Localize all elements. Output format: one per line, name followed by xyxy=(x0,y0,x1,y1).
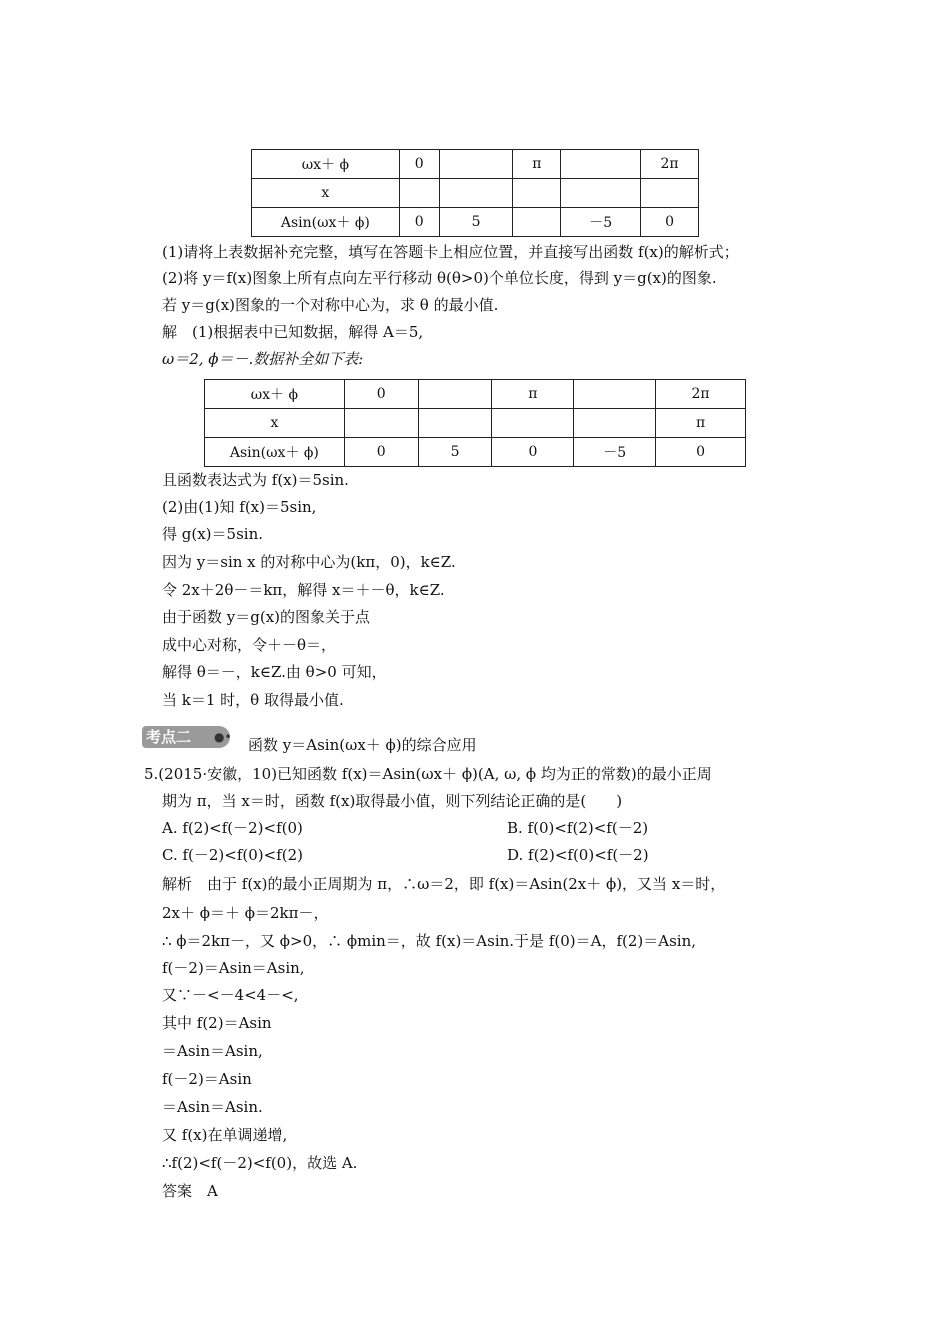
table-row xyxy=(205,438,746,467)
table-cell: ωx＋ ϕ xyxy=(205,380,345,409)
table-cell: 5 xyxy=(418,438,492,467)
table-row xyxy=(205,380,746,409)
data-table-2 xyxy=(204,379,746,467)
solution-line: 成中心对称，令＋－θ＝， xyxy=(162,636,337,654)
analysis-line: 解析 由于 f(x)的最小正周期为 π，∴ω＝2，即 f(x)＝Asin(2x＋ ϕ)，又当 x＝时， xyxy=(162,875,726,893)
table-cell: 2π xyxy=(641,150,699,179)
solution-line: 因为 y＝sin x 的对称中心为(kπ，0)，k∈Z. xyxy=(162,553,456,571)
table-row xyxy=(205,409,746,438)
table-cell: 0 xyxy=(641,208,699,237)
problem-part-1: (1)请将上表数据补充完整，填写在答题卡上相应位置，并直接写出函数 f(x)的解析式； xyxy=(162,243,739,261)
analysis-line: f(－2)＝Asin xyxy=(162,1070,252,1088)
table-row xyxy=(252,208,699,237)
analysis-line: ∴f(2)<f(－2)<f(0)，故选 A. xyxy=(162,1154,358,1172)
table-cell: 2π xyxy=(656,380,746,409)
analysis-line: f(－2)＝Asin＝Asin, xyxy=(162,959,305,977)
table-cell: π xyxy=(492,380,574,409)
solution-line: 令 2x＋2θ－＝kπ，解得 x＝＋－θ，k∈Z. xyxy=(162,581,445,599)
table-cell: Asin(ωx＋ ϕ) xyxy=(205,438,345,467)
solution-line: ω＝2, ϕ＝－.数据补全如下表: xyxy=(162,350,364,368)
table-cell xyxy=(641,179,699,208)
table-cell xyxy=(439,179,513,208)
question-text: 5.(2015·安徽，10)已知函数 f(x)＝Asin(ωx＋ ϕ)(A, ω, ϕ 均为正的常数)的最小正周 xyxy=(144,765,712,783)
option-b: B. f(0)<f(2)<f(－2) xyxy=(507,819,649,837)
data-table-1 xyxy=(251,149,699,237)
table-row xyxy=(252,150,699,179)
solution-line: 得 g(x)＝5sin. xyxy=(162,525,264,543)
analysis-line: 又∵－<－4<4－<, xyxy=(162,986,299,1004)
table-cell: ωx＋ ϕ xyxy=(252,150,400,179)
table-cell xyxy=(574,380,656,409)
table-cell xyxy=(399,179,439,208)
table-cell: π xyxy=(513,150,561,179)
table-cell: π xyxy=(656,409,746,438)
table-cell xyxy=(561,179,641,208)
solution-line: (2)由(1)知 f(x)＝5sin, xyxy=(162,498,317,516)
table-cell xyxy=(439,150,513,179)
table-cell: 0 xyxy=(399,208,439,237)
table-row xyxy=(252,179,699,208)
table-cell xyxy=(344,409,418,438)
analysis-line: 又 f(x)在单调递增, xyxy=(162,1126,288,1144)
table-cell: －5 xyxy=(574,438,656,467)
table-cell xyxy=(418,409,492,438)
table-cell: 0 xyxy=(492,438,574,467)
table-cell xyxy=(492,409,574,438)
table-cell: 0 xyxy=(344,380,418,409)
dots-icon: ●• xyxy=(214,730,232,744)
analysis-line: ＝Asin＝Asin. xyxy=(162,1098,263,1116)
table-cell: 0 xyxy=(656,438,746,467)
table-cell: x xyxy=(205,409,345,438)
analysis-line: ＝Asin＝Asin, xyxy=(162,1042,263,1060)
problem-part-2-cont: 若 y＝g(x)图象的一个对称中心为，求 θ 的最小值. xyxy=(162,296,499,314)
table-cell xyxy=(561,150,641,179)
analysis-line: 其中 f(2)＝Asin xyxy=(162,1014,272,1032)
analysis-line: ∴ ϕ＝2kπ－，又 ϕ>0，∴ ϕmin＝，故 f(x)＝Asin.于是 f(0)＝A，f(2)＝Asin, xyxy=(162,932,697,950)
table-cell: 0 xyxy=(399,150,439,179)
solution-line: 由于函数 y＝g(x)的图象关于点 xyxy=(162,608,371,626)
table-cell: Asin(ωx＋ ϕ) xyxy=(252,208,400,237)
option-d: D. f(2)<f(0)<f(－2) xyxy=(507,846,649,864)
problem-part-2: (2)将 y＝f(x)图象上所有点向左平行移动 θ(θ>0)个单位长度，得到 y＝g(x)的图象. xyxy=(162,269,717,287)
solution-line: 解 (1)根据表中已知数据，解得 A＝5, xyxy=(162,323,424,341)
option-c: C. f(－2)<f(0)<f(2) xyxy=(162,846,304,864)
solution-line: 解得 θ＝－，k∈Z.由 θ>0 可知， xyxy=(162,663,387,681)
answer-line: 答案 A xyxy=(162,1182,218,1200)
table-cell xyxy=(513,208,561,237)
table-cell: x xyxy=(252,179,400,208)
table-cell: 5 xyxy=(439,208,513,237)
analysis-line: 2x＋ ϕ＝＋ ϕ＝2kπ－， xyxy=(162,904,329,922)
solution-line: 且函数表达式为 f(x)＝5sin. xyxy=(162,471,349,489)
table-cell xyxy=(574,409,656,438)
option-a: A. f(2)<f(－2)<f(0) xyxy=(162,819,303,837)
section-badge: 考点二 xyxy=(142,726,230,748)
table-cell xyxy=(418,380,492,409)
table-cell: －5 xyxy=(561,208,641,237)
section-title: 函数 y＝Asin(ωx＋ ϕ)的综合应用 xyxy=(248,736,477,754)
table-cell xyxy=(513,179,561,208)
solution-line: 当 k＝1 时，θ 取得最小值. xyxy=(162,691,344,709)
question-text: 期为 π，当 x＝时，函数 f(x)取得最小值，则下列结论正确的是( ) xyxy=(162,792,623,810)
table-cell: 0 xyxy=(344,438,418,467)
